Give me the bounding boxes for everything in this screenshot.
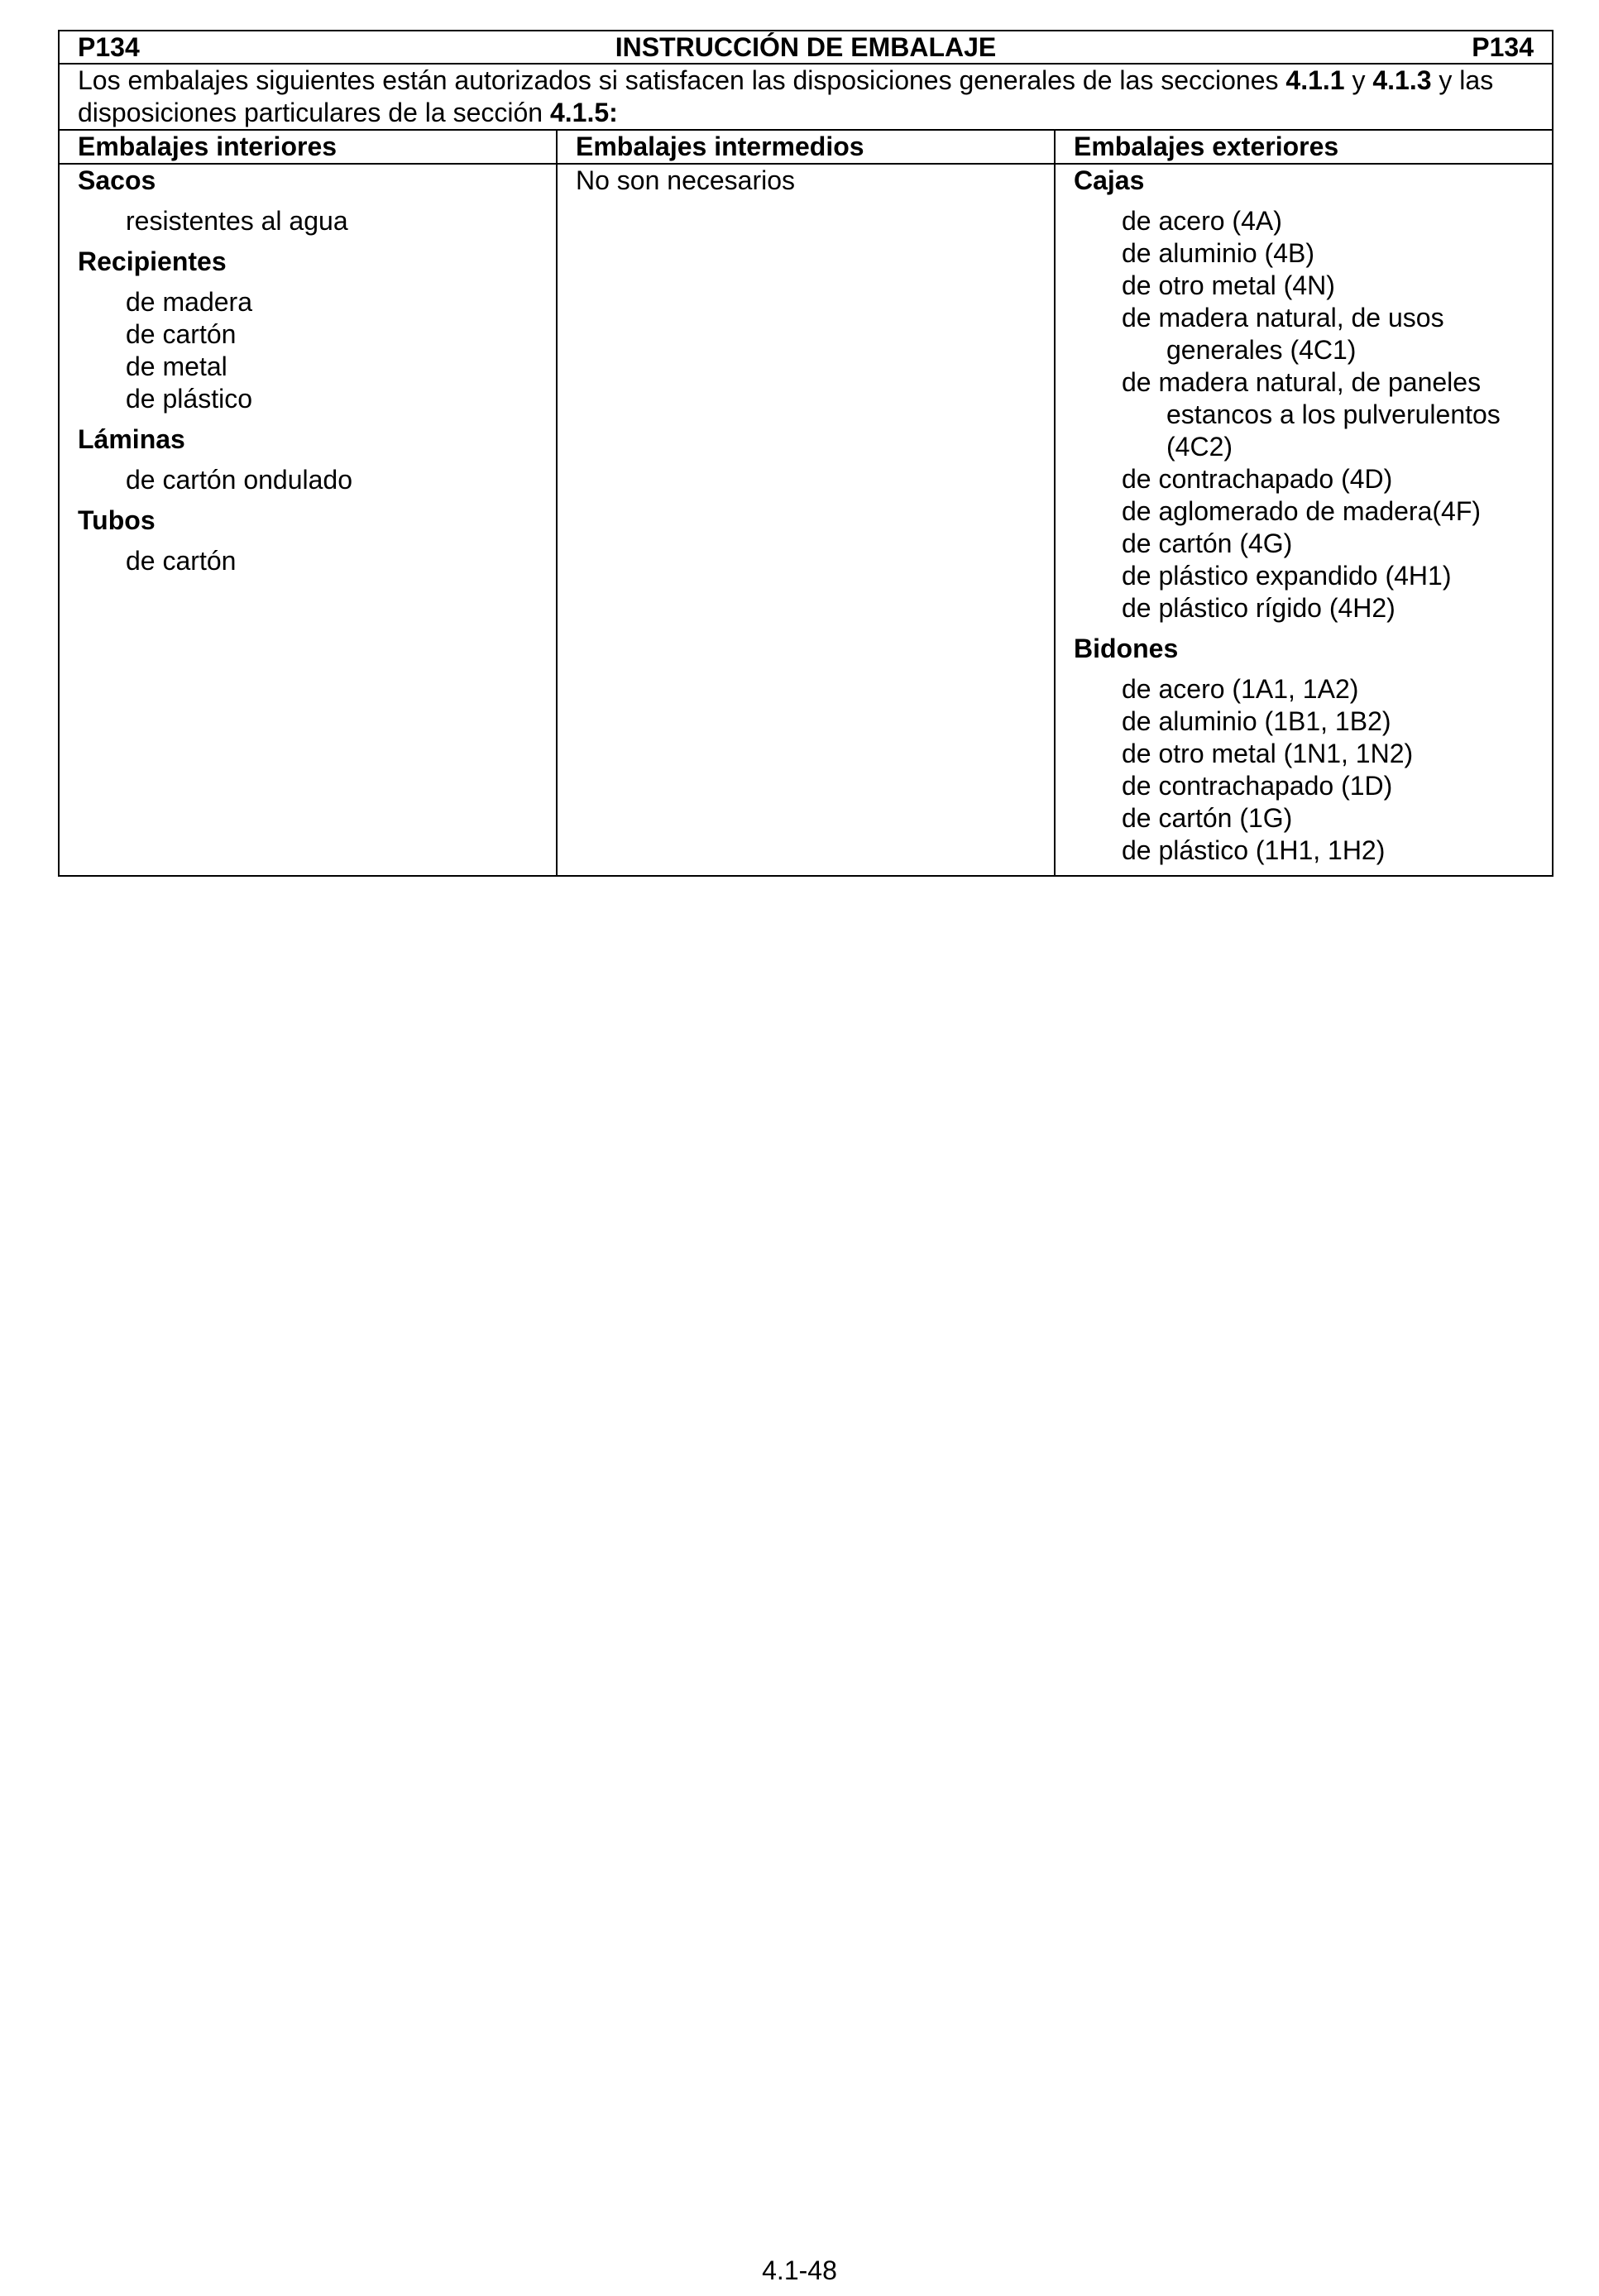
instruction-title: INSTRUCCIÓN DE EMBALAJE <box>615 31 997 62</box>
list-item: de acero (1A1, 1A2) <box>1122 674 1359 704</box>
column-header-row <box>59 130 1553 164</box>
list-item-continuation: generales (4C1) <box>1166 335 1357 365</box>
list-item: de acero (4A) <box>1122 206 1282 236</box>
list-item: de otro metal (1N1, 1N2) <box>1122 739 1414 768</box>
list-item: de contrachapado (1D) <box>1122 771 1393 801</box>
group-cajas <box>1074 165 1534 624</box>
list-item-line: de madera natural, de paneles <box>1122 367 1482 397</box>
group-title-bidones: Bidones <box>1074 634 1179 663</box>
group-recipientes <box>78 246 538 415</box>
content-row <box>59 164 1553 876</box>
intro-text-1: Los embalajes siguientes están autorizados si satisfacen las disposiciones generales de las secciones <box>78 65 1286 95</box>
list-item: de aglomerado de madera(4F) <box>1122 496 1482 526</box>
inner-packagings-cell <box>59 164 557 876</box>
intro-text-2: y <box>1344 65 1373 95</box>
section-ref-4-1-3: 4.1.3 <box>1372 65 1432 95</box>
list-item: de cartón (4G) <box>1122 529 1293 558</box>
list-item: de cartón ondulado <box>126 465 352 495</box>
outer-packagings-cell <box>1055 164 1553 876</box>
packing-instruction-table <box>58 30 1554 877</box>
group-bidones <box>1074 633 1534 867</box>
list-item: resistentes al agua <box>126 206 348 236</box>
list-item: de metal <box>126 352 227 381</box>
list-item: de otro metal (4N) <box>1122 270 1335 300</box>
column-header-outer: Embalajes exteriores <box>1055 130 1553 164</box>
group-title-sacos: Sacos <box>78 165 156 195</box>
list-item: de plástico <box>126 384 252 414</box>
header-row <box>59 31 1553 64</box>
list-item: de madera <box>126 287 252 317</box>
list-item: de plástico expandido (4H1) <box>1122 561 1452 591</box>
group-sacos <box>78 165 538 237</box>
list-item-line: de madera natural, de usos <box>1122 303 1444 332</box>
list-item-continuation: (4C2) <box>1166 432 1233 462</box>
column-header-intermediate: Embalajes intermedios <box>557 130 1055 164</box>
list-item-continuation: estancos a los pulverulentos <box>1166 399 1501 429</box>
column-header-inner: Embalajes interiores <box>59 130 557 164</box>
group-laminas <box>78 423 538 496</box>
list-item: de plástico (1H1, 1H2) <box>1122 835 1386 865</box>
list-item: de plástico rígido (4H2) <box>1122 593 1396 623</box>
header-cell <box>59 31 1553 64</box>
list-item: de contrachapado (4D) <box>1122 464 1393 494</box>
intermediate-text: No son necesarios <box>576 165 796 195</box>
instruction-code-right: P134 <box>1472 31 1534 62</box>
intermediate-packagings-cell <box>557 164 1055 876</box>
list-item: de cartón (1G) <box>1122 803 1293 833</box>
group-title-cajas: Cajas <box>1074 165 1145 195</box>
section-ref-4-1-1: 4.1.1 <box>1285 65 1345 95</box>
list-item: de aluminio (1B1, 1B2) <box>1122 706 1391 736</box>
list-item: de cartón <box>126 546 237 576</box>
section-ref-4-1-5: 4.1.5: <box>549 98 618 127</box>
intro-row <box>59 64 1553 130</box>
list-item: de aluminio (4B) <box>1122 238 1314 268</box>
intro-paragraph <box>59 64 1553 130</box>
list-item: de cartón <box>126 319 237 349</box>
group-tubos <box>78 505 538 577</box>
intro-text-3: y las disposiciones particulares de la sección <box>78 65 1494 127</box>
page-number: 4.1-48 <box>762 2255 837 2285</box>
group-title-laminas: Láminas <box>78 424 185 454</box>
group-title-recipientes: Recipientes <box>78 246 227 276</box>
list-item <box>1074 366 1534 463</box>
list-item <box>1074 302 1534 366</box>
instruction-code-left: P134 <box>78 31 140 62</box>
group-title-tubos: Tubos <box>78 505 156 535</box>
